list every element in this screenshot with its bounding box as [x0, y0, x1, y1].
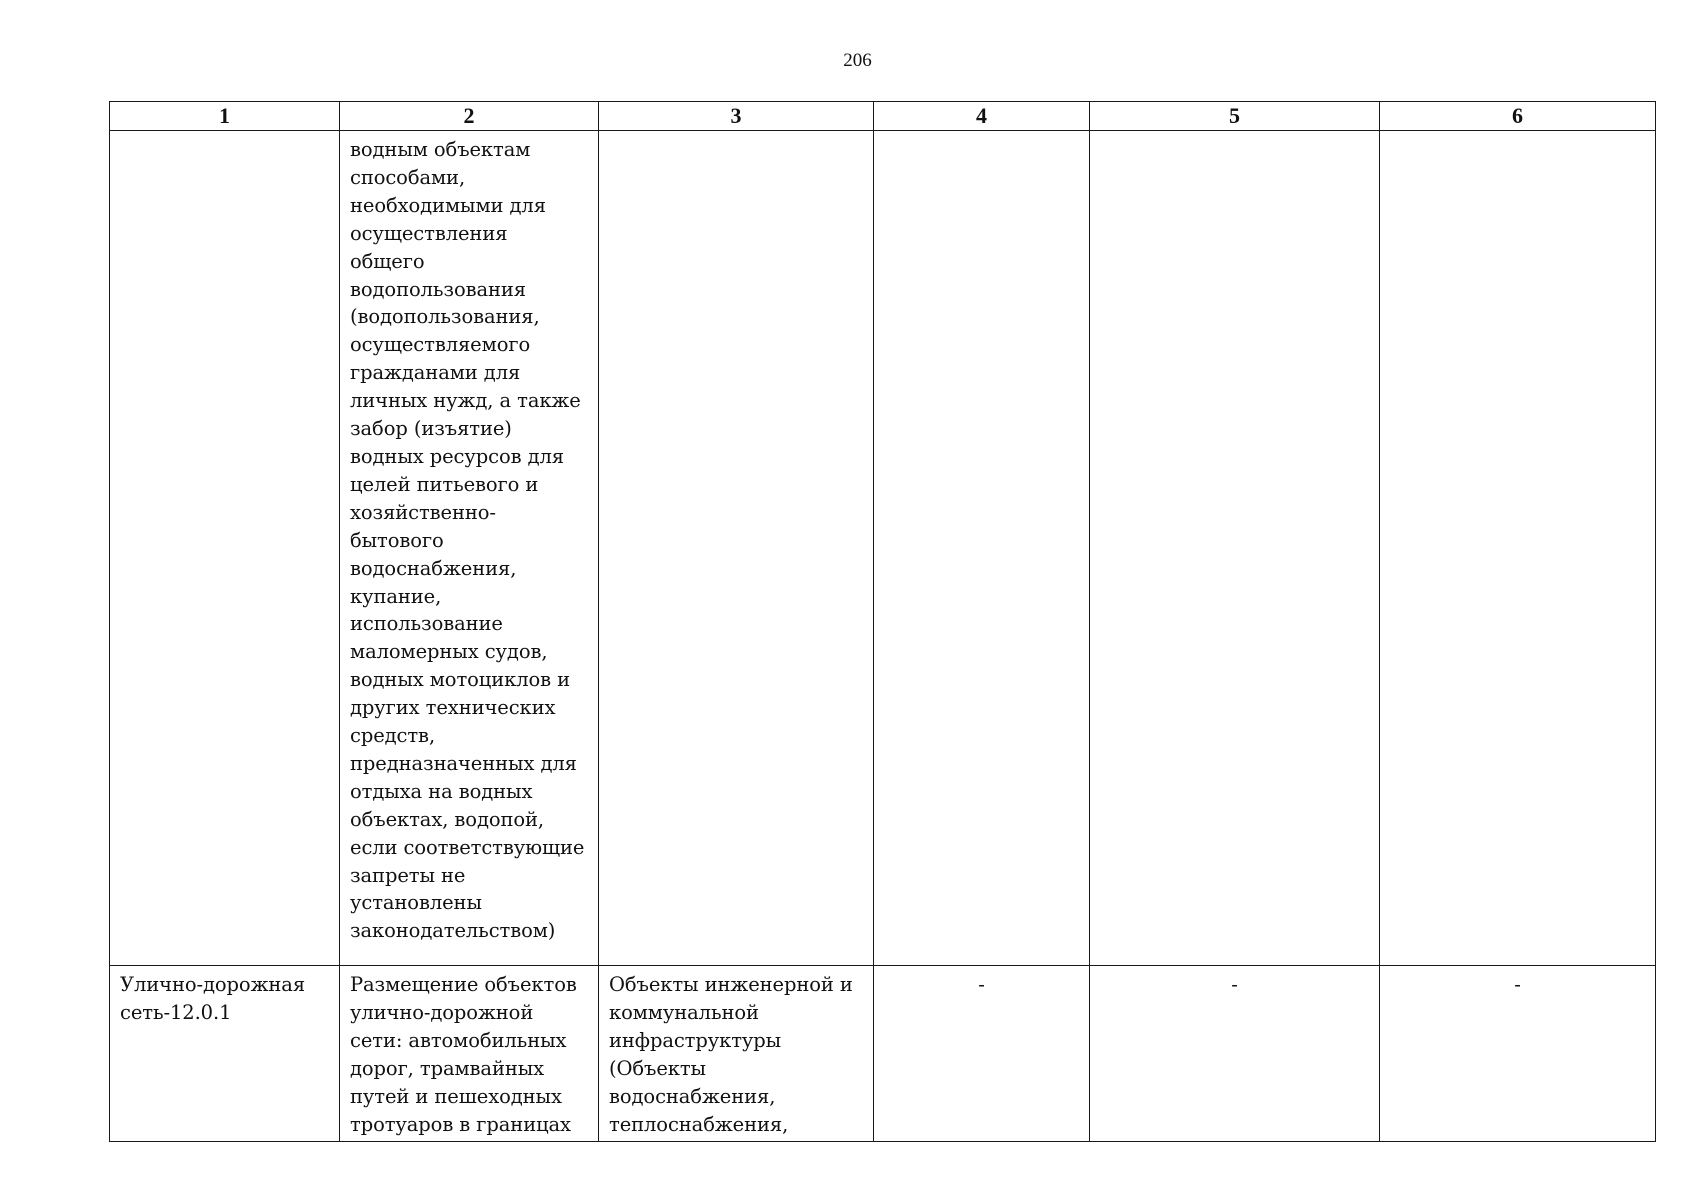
column-header-6: 6: [1380, 102, 1656, 131]
table-cell: [874, 131, 1090, 966]
cell-text: [599, 131, 873, 139]
cell-dash: -: [978, 973, 985, 996]
column-header-2: 2: [340, 102, 599, 131]
table-row: [110, 131, 1656, 966]
table-cell: [1380, 131, 1656, 966]
table-cell: [1090, 131, 1380, 966]
table-cell: [340, 131, 599, 966]
page-number: 206: [843, 50, 872, 71]
table-cell: [599, 131, 874, 966]
cell-text: водным объектам способами, необходимыми для осуществления общего водопользования (водопользования, осуществляемого гражданами для личных нужд, а также забор (изъятие) водных ресурсов для целей питьевого и хозяйственно- бытового водоснабжения, купание, использование маломерных судов, водных мотоциклов и других технических средств, предназначенных для отдыха на водных объектах, водопой, если соответствующие запреты не установлены законодательством): [350, 138, 585, 943]
regulations-table: [109, 101, 1656, 1142]
column-header-3: 3: [599, 102, 874, 131]
table-cell: [110, 131, 340, 966]
table-cell: [340, 966, 599, 1142]
cell-text: Улично-дорожная сеть-12.0.1: [120, 973, 306, 1024]
table-cell: [110, 966, 340, 1142]
table-row: [110, 966, 1656, 1142]
cell-text: [874, 131, 1089, 139]
cell-dash: -: [1231, 973, 1238, 996]
table-cell: [599, 966, 874, 1142]
cell-text: [1090, 131, 1379, 139]
cell-dash: -: [1514, 973, 1521, 996]
cell-text: [110, 131, 339, 139]
cell-text: [1380, 131, 1655, 139]
column-header-1: 1: [110, 102, 340, 131]
cell-text: Объекты инженерной и коммунальной инфраструктуры (Объекты водоснабжения, теплоснабжения,: [609, 973, 853, 1136]
table-cell: [1380, 966, 1656, 1142]
column-header-4: 4: [874, 102, 1090, 131]
column-header-5: 5: [1090, 102, 1380, 131]
table-cell: [1090, 966, 1380, 1142]
table-header-row: [110, 102, 1656, 131]
table-cell: [874, 966, 1090, 1142]
cell-text: Размещение объектов улично-дорожной сети: автомобильных дорог, трамвайных путей и пешеходных тротуаров в границах: [350, 973, 577, 1136]
